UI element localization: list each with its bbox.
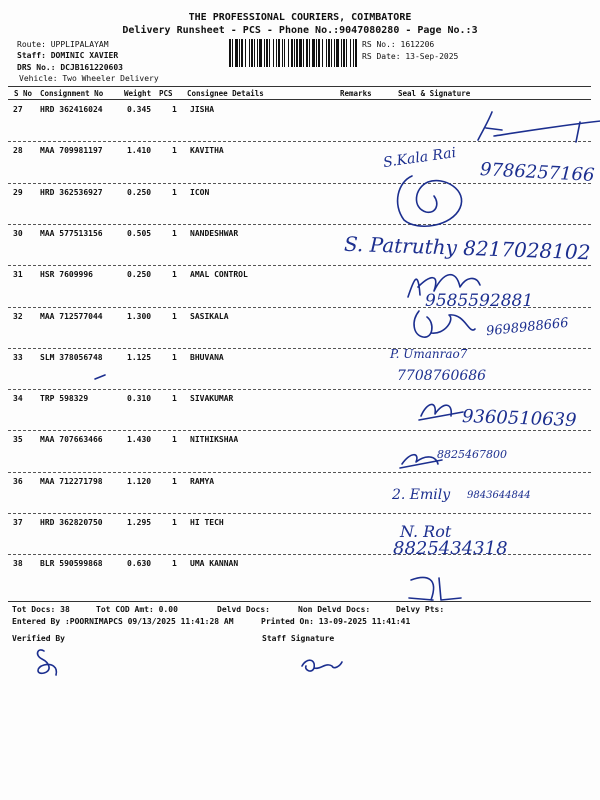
row-consignment-no: HSR 7609996 — [40, 270, 93, 280]
row-consignee: KAVITHA — [190, 146, 224, 156]
staff: Staff: DOMINIC XAVIER — [17, 51, 119, 60]
signature-38 — [405, 570, 465, 604]
tick-mark — [93, 373, 107, 381]
col-consignment: Consignment No — [40, 89, 104, 98]
barcode-bar — [249, 39, 250, 67]
row-pcs: 1 — [172, 394, 177, 404]
barcode-bar — [328, 39, 330, 67]
barcode-bar — [259, 39, 262, 67]
total-docs: Tot Docs: 38 — [12, 605, 70, 614]
row-pcs: 1 — [172, 518, 177, 527]
col-weight: Weight — [124, 89, 152, 98]
row-sno: 35 — [13, 435, 23, 445]
col-pcs: PCS — [159, 89, 173, 98]
row-weight: 0.250 — [127, 187, 152, 197]
row-consignee: RAMYA — [190, 476, 215, 486]
barcode-bar — [346, 39, 347, 67]
header-rule-bottom — [8, 99, 591, 100]
handwriting-phone-32: 9698988666 — [485, 315, 570, 340]
barcode-bar — [343, 39, 345, 67]
printed-on: Printed On: 13-09-2025 11:41:41 — [261, 617, 411, 626]
staff-signature-label: Staff Signature — [262, 634, 335, 643]
row-weight: 1.410 — [127, 146, 152, 156]
row-sno: 36 — [13, 476, 23, 486]
row-pcs: 1 — [172, 270, 177, 280]
barcode-bar — [229, 39, 231, 67]
barcode-bar — [334, 39, 335, 67]
row-consignment-no: TRP 598329 — [40, 394, 89, 404]
row-separator — [8, 430, 591, 431]
row-pcs: 1 — [172, 559, 177, 569]
handwriting-name-37: N. Rot — [400, 522, 452, 541]
rs-date: RS Date: 13-Sep-2025 — [362, 52, 459, 61]
row-sno: 28 — [13, 146, 23, 156]
barcode-bar — [241, 39, 243, 67]
row-pcs: 1 — [172, 146, 177, 156]
row-separator — [8, 265, 591, 266]
row-weight: 1.300 — [127, 311, 152, 321]
barcode-bar — [232, 39, 233, 67]
row-weight: 0.345 — [127, 105, 152, 114]
delivered-docs: Delvd Docs: — [217, 605, 270, 614]
delivery-points: Delvy Pts: — [396, 605, 445, 614]
row-consignee: NANDESHWAR — [190, 228, 239, 238]
barcode-bar — [273, 39, 274, 67]
row-consignee: AMAL CONTROL — [190, 270, 248, 280]
footer-rule — [8, 601, 591, 602]
row-consignment-no: HRD 362820750 — [40, 518, 103, 527]
row-sno: 38 — [13, 559, 23, 569]
runsheet-subtitle: Delivery Runsheet - PCS - Phone No.:9047080280 - Page No.:3 — [122, 25, 478, 36]
barcode-bar — [278, 39, 280, 67]
barcode-bar — [264, 39, 265, 67]
col-seal-signature: Seal & Signature — [398, 89, 471, 98]
header-rule-top — [8, 86, 591, 87]
row-sno: 30 — [13, 228, 23, 238]
barcode-bar — [239, 39, 240, 67]
row-sno: 31 — [13, 270, 23, 280]
signature-27 — [460, 108, 600, 148]
row-consignee: SIVAKUMAR — [190, 394, 234, 404]
barcode-bar — [284, 39, 285, 67]
barcode-bar — [309, 39, 310, 67]
row-separator — [8, 348, 591, 349]
staff-signature — [296, 652, 346, 676]
barcode-bar — [282, 39, 283, 67]
total-cod: Tot COD Amt: 0.00 — [96, 605, 178, 614]
handwriting-phone-36: 9843644844 — [467, 490, 531, 501]
barcode-bar — [254, 39, 255, 67]
row-separator — [8, 224, 591, 225]
row-weight: 0.310 — [127, 394, 152, 404]
non-delivered-docs: Non Delvd Docs: — [298, 605, 371, 614]
handwriting-phone-33: 7708760686 — [397, 368, 487, 384]
barcode-bar — [341, 39, 342, 67]
row-weight: 1.120 — [127, 476, 152, 486]
barcode-bar — [257, 39, 258, 67]
row-consignment-no: MAA 709981197 — [40, 146, 103, 156]
route: Route: UPPLIPALAYAM — [17, 40, 109, 49]
barcode-bar — [353, 39, 354, 67]
rs-number: RS No.: 1612206 — [362, 40, 435, 49]
handwriting-name-33: P. Umanrao7 — [390, 347, 468, 361]
row-pcs: 1 — [172, 105, 177, 114]
row-consignee: SASIKALA — [190, 311, 229, 321]
handwriting-phone-31: 9585592881 — [425, 291, 534, 311]
handwriting-phone-37: 8825434318 — [393, 538, 508, 559]
verified-by-label: Verified By — [12, 634, 65, 643]
row-consignee: HI TECH — [190, 518, 224, 527]
row-pcs: 1 — [172, 228, 177, 238]
row-separator — [8, 389, 591, 390]
handwriting-30: S. Patruthy 8217028102 — [343, 231, 591, 265]
signature-34 — [417, 398, 467, 424]
row-consignment-no: MAA 577513156 — [40, 228, 103, 238]
col-sno: S No — [14, 89, 33, 98]
barcode-bar — [276, 39, 277, 67]
entered-by: Entered By :POORNIMAPCS 09/13/2025 11:41:28 AM — [12, 617, 234, 626]
barcode-bar — [294, 39, 295, 67]
handwriting-phone-28: 9786257166 — [479, 159, 596, 186]
barcode-bar — [312, 39, 315, 67]
row-pcs: 1 — [172, 187, 177, 197]
row-consignment-no: MAA 707663466 — [40, 435, 103, 445]
barcode-bar — [336, 39, 339, 67]
row-separator — [8, 183, 591, 184]
barcode-bar — [350, 39, 351, 67]
handwriting-name-28: S.Kala Rai — [382, 144, 458, 172]
row-weight: 0.505 — [127, 228, 152, 238]
barcode-bar — [331, 39, 332, 67]
barcode-bar — [266, 39, 268, 67]
row-sno: 27 — [13, 105, 23, 114]
row-pcs: 1 — [172, 476, 177, 486]
row-pcs: 1 — [172, 435, 177, 445]
row-consignment-no: BLR 590599868 — [40, 559, 103, 569]
barcode — [229, 39, 359, 67]
row-sno: 32 — [13, 311, 23, 321]
handwriting-phone-35: 8825467800 — [437, 448, 507, 461]
barcode-bar — [306, 39, 308, 67]
barcode-bar — [355, 39, 357, 67]
barcode-bar — [269, 39, 270, 67]
company-title: THE PROFESSIONAL COURIERS, COIMBATORE — [188, 12, 412, 23]
barcode-bar — [296, 39, 298, 67]
row-weight: 1.430 — [127, 435, 152, 445]
row-consignment-no: HRD 362416024 — [40, 105, 103, 114]
signature-29 — [388, 168, 478, 230]
row-consignee: ICON — [190, 187, 210, 197]
row-consignee: BHUVANA — [190, 352, 224, 362]
row-pcs: 1 — [172, 311, 177, 321]
row-weight: 0.250 — [127, 270, 152, 280]
row-sno: 29 — [13, 187, 23, 197]
row-consignment-no: MAA 712577044 — [40, 311, 103, 321]
row-consignment-no: SLM 378056748 — [40, 352, 103, 362]
row-consignment-no: MAA 712271798 — [40, 476, 103, 486]
row-weight: 1.125 — [127, 352, 152, 362]
signature-32 — [405, 305, 485, 345]
row-consignee: UMA KANNAN — [190, 559, 239, 569]
barcode-bar — [322, 39, 323, 67]
verified-signature — [30, 645, 66, 679]
drs-number: DRS No.: DCJB161220603 — [17, 63, 123, 72]
handwriting-phone-34: 9360510639 — [461, 406, 577, 431]
row-sno: 33 — [13, 352, 23, 362]
barcode-bar — [318, 39, 320, 67]
row-sno: 34 — [13, 394, 23, 404]
row-pcs: 1 — [172, 352, 177, 362]
barcode-bar — [245, 39, 246, 67]
col-consignee: Consignee Details — [187, 89, 264, 98]
row-sno: 37 — [13, 518, 23, 527]
row-consignment-no: HRD 362536927 — [40, 187, 103, 197]
barcode-bar — [303, 39, 304, 67]
barcode-bar — [251, 39, 253, 67]
row-consignee: NITHIKSHAA — [190, 435, 239, 445]
barcode-bar — [291, 39, 293, 67]
row-weight: 0.630 — [127, 559, 152, 569]
row-weight: 1.295 — [127, 518, 152, 527]
handwriting-name-36: 2. Emily — [392, 487, 451, 503]
barcode-bar — [288, 39, 289, 67]
barcode-bar — [235, 39, 238, 67]
col-remarks: Remarks — [340, 89, 372, 98]
barcode-bar — [299, 39, 302, 67]
row-consignee: JISHA — [190, 105, 215, 114]
row-separator — [8, 513, 591, 514]
row-separator — [8, 472, 591, 473]
barcode-bar — [316, 39, 317, 67]
vehicle: Vehicle: Two Wheeler Delivery — [19, 74, 159, 83]
barcode-bar — [326, 39, 327, 67]
